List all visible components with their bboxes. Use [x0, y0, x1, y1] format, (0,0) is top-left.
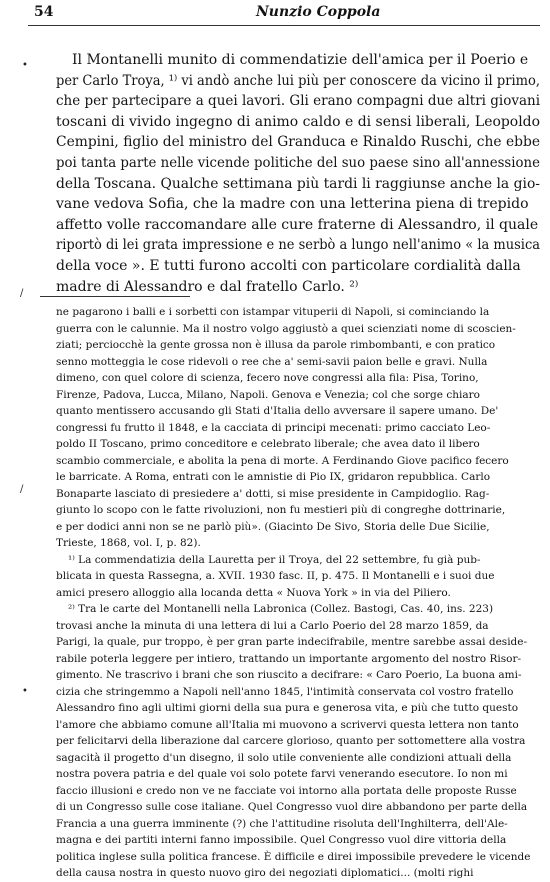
footnote-line: Bonaparte lasciato di presiedere a' dotti, si mise presidente in Campidoglio. Rag-: [56, 487, 490, 500]
footnote-2-line: Francia a una guerra imminente (?) che l'attitudine risoluta dell'Inghilterra, dell'Ale-: [56, 817, 508, 830]
body-line: riportò di lei grata impressione e ne serbò a lungo nell'animo « la musica: [56, 237, 541, 254]
body-line: Il Montanelli munito di commendatizie dell'amica per il Poerio e: [72, 52, 529, 68]
page-header: [28, 4, 540, 26]
body-line: per Carlo Troya, ¹⁾ vi andò anche lui più per conoscere da vicino il primo,: [56, 72, 540, 89]
footnote-2-line: Alessandro fino agli ultimi giorni della sua pura e generosa vita, e più che tutto questo: [56, 702, 519, 714]
body-line: Cempini, figlio del ministro del Granduca e Rinaldo Ruschi, che ebbe: [56, 134, 541, 151]
footnote-1-line: ¹⁾ La commendatizia della Lauretta per il Troya, del 22 settembre, fu già pub-: [68, 553, 481, 566]
footnote-1-line: blicata in questa Rassegna, a. XVII. 1930 fasc. II, p. 475. Il Montanelli e i suoi due: [56, 570, 495, 582]
footnote-rule: [40, 296, 190, 297]
footnote-2-line: sagacità il progetto d'un disegno, il solo utile conveniente alle condizioni attuali della: [56, 751, 512, 764]
footnote-line: quanto mentissero accusando gli Stati d'Italia dello avversare il sapere umano. De': [56, 405, 499, 417]
footnote-2-line: ²⁾ Tra le carte del Montanelli nella Labronica (Collez. Bastogi, Cas. 40, ins. 223): [68, 603, 494, 615]
footnote-line: dimeno, con quel colore di scienza, fecero nove congressi alla fila: Pisa, Torino,: [56, 372, 479, 384]
footnote-line: giunto lo scopo con le fatte rivoluzioni, non fu mestieri più di congreghe dottrinarie,: [56, 504, 506, 516]
margin-mark: /: [20, 288, 24, 299]
body-line: madre di Alessandro e dal fratello Carlo. ²⁾: [56, 278, 359, 295]
footnote-2-line: magna e dei partiti interni fanno impossibile. Quel Congresso vuol dire vittoria della: [56, 834, 507, 846]
margin-mark: •: [22, 686, 28, 697]
footnote-2-line: trovasi anche la minuta di una lettera di lui a Carlo Poerio del 28 marzo 1859, da: [56, 619, 489, 632]
running-title: Nunzio Coppola: [256, 4, 381, 20]
footnote-2-line: l'amore che abbiamo comune all'Italia mi muovono a scrivervi questa lettera non tanto: [56, 718, 519, 731]
body-line: vane vedova Sofia, che la madre con una letterina piena di trepido: [56, 196, 529, 213]
footnote-2-line: di un Congresso sulle cose italiane. Quel Congresso vuol dire abbandono per parte della: [56, 801, 528, 813]
footnote-2-line: nostra povera patria e del quale voi solo potete farvi venerando esecutore. Io non mi: [56, 768, 508, 780]
page-number: 54: [34, 4, 54, 20]
body-line: della voce ». E tutti furono accolti con particolare cordialità dalla: [56, 257, 521, 274]
footnote-2-line: faccio illusioni e credo non ve ne facciate voi intorno alla portata delle proposte Russe: [56, 784, 517, 797]
footnote-line: ne pagarono i balli e i sorbetti con istampar vituperii di Napoli, si cominciando la: [56, 306, 490, 318]
body-line: della Toscana. Qualche settimana più tardi li raggiunse anche la gio-: [56, 175, 541, 192]
body-line: poi tanta parte nelle vicende politiche del suo paese sino all'annessione: [56, 154, 540, 171]
body-line: che per partecipare a quei lavori. Gli erano compagni due altri giovani: [56, 93, 541, 110]
body-line: toscani di vivido ingegno di animo caldo e di sensi liberali, Leopoldo: [56, 113, 541, 130]
body-paragraph: [56, 50, 540, 297]
footnote-2-line: rabile poterla leggere per intiero, trattando un importante argomento del nostro Risor-: [56, 652, 522, 665]
footnote-2-line: cizia che stringemmo a Napoli nell'anno 1845, l'intimità conservata col vostro fratello: [56, 685, 514, 698]
footnotes: [56, 304, 542, 882]
header-rule: [28, 25, 540, 26]
footnote-2-line: della causa nostra in questo nuovo giro dei negoziati diplomatici... (molti righi: [56, 867, 474, 879]
footnote-2-line: per felicitarvi della liberazione dal carcere glorioso, quanto per sottomettere alla vostra: [56, 735, 526, 747]
margin-mark: •: [22, 60, 28, 71]
body-line: affetto volle raccomandare alle cure fraterne di Alessandro, il quale: [56, 216, 539, 233]
footnote-line: Firenze, Padova, Lucca, Milano, Napoli. Genova e Venezia; col che sorge chiaro: [56, 388, 480, 401]
footnote-line: e per dodici anni non se ne parlò più». (Giacinto De Sivo, Storia delle Due Sicilie,: [56, 520, 490, 533]
footnote-1-line: amici presero alloggio alla locanda detta « Nuova York » in via del Piliero.: [56, 586, 451, 599]
footnote-line: le barricate. A Roma, entrati con le amnistie di Pio IX, gridaron repubblica. Carlo: [56, 471, 491, 483]
footnote-2-line: gimento. Ne trascrivo i brani che son riuscito a decifrare: « Caro Poerio, La buona ami-: [56, 669, 522, 681]
footnote-line: ziati; perciocchè la gente grossa non è illusa da parole rimbombanti, e con pratico: [56, 339, 496, 351]
margin-mark: /: [20, 484, 24, 495]
footnote-line: congressi fu frutto il 1848, e la cacciata di principi mecenati: primo cacciato Leo-: [56, 421, 491, 434]
footnote-line: poldo II Toscano, primo conceditore e celebrato liberale; che avea dato il libero: [56, 438, 480, 450]
footnote-line: scambio commerciale, e abolita la pena di morte. A Ferdinando Giove pacifico fecero: [56, 454, 509, 467]
footnote-line: guerra con le calunnie. Ma il nostro volgo aggiustò a quei scienziati nome di scoscien-: [56, 322, 516, 335]
footnote-2-line: Parigi, la quale, pur troppo, è per gran parte indecifrabile, mentre sarebbe assai deside-: [56, 636, 528, 648]
footnote-line: Trieste, 1868, vol. I, p. 82).: [56, 537, 201, 549]
footnote-line: senno motteggia le cose ridevoli o ree che a' semi-savii paion belle e gravi. Nulla: [56, 355, 488, 368]
footnote-2-line: politica inglese sulla politica francese. È difficile e direi impossibile prevedere le vicende: [56, 850, 531, 863]
